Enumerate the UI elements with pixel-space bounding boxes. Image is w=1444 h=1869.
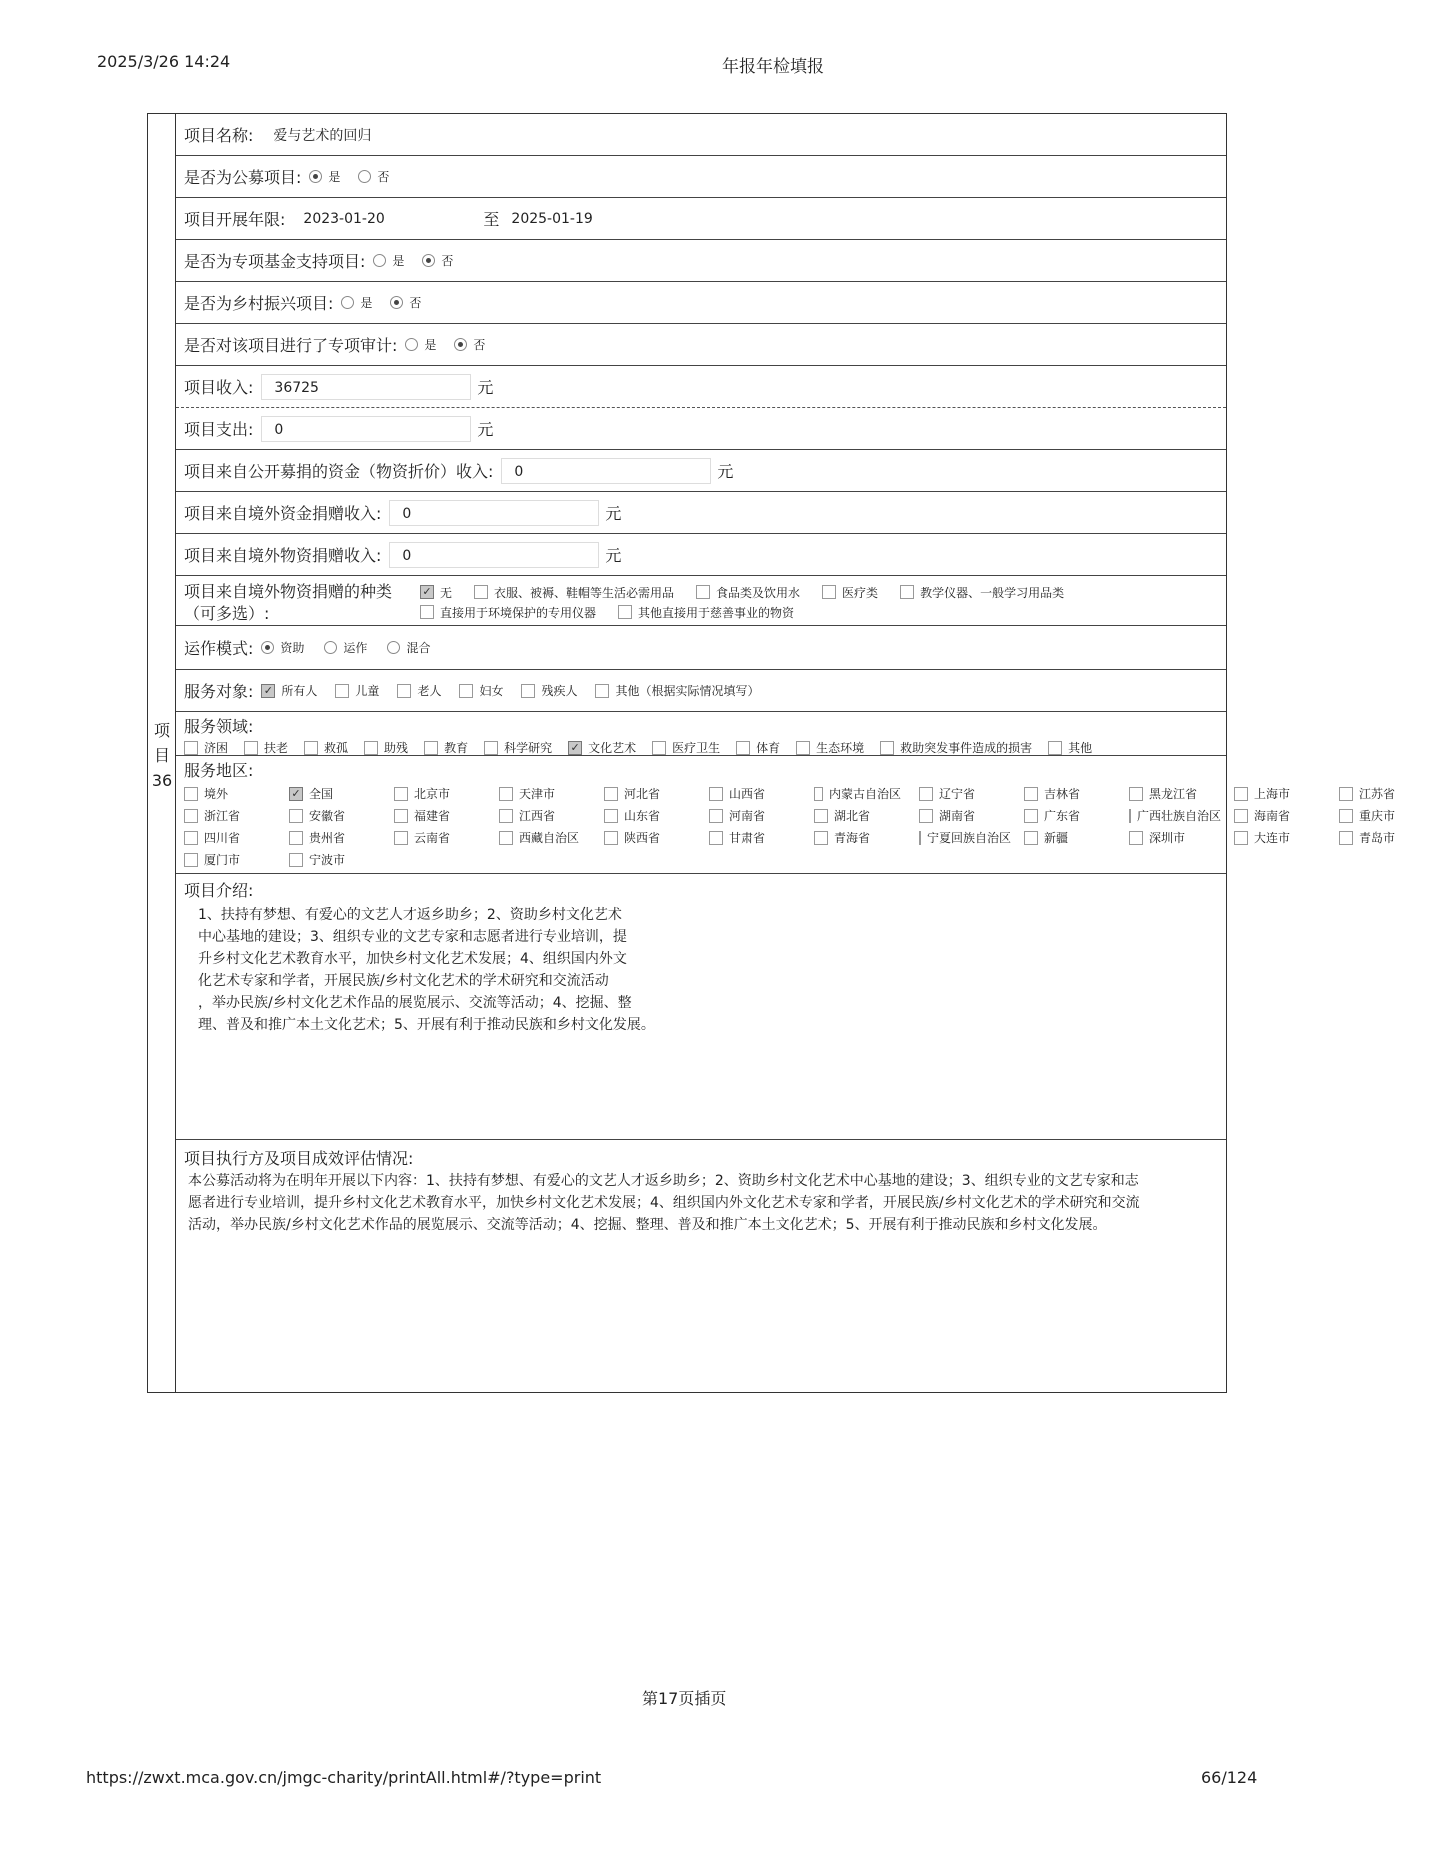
option-label: 重庆市 <box>1359 809 1396 823</box>
checkbox-empty-icon <box>814 787 823 801</box>
option-label: 其他 <box>1068 741 1093 755</box>
area-option[interactable] <box>1129 829 1216 846</box>
checkbox-empty-icon <box>1234 809 1248 823</box>
rural-no-radio[interactable]: 否 <box>390 294 421 311</box>
audit-row <box>176 324 1226 366</box>
option-label: 直接用于环境保护的专用仪器 <box>440 605 597 620</box>
fund-yes-radio[interactable]: 是 <box>373 252 404 269</box>
option-label: 深圳市 <box>1149 831 1186 845</box>
area-option[interactable] <box>709 829 796 846</box>
checkbox-empty-icon <box>1024 809 1038 823</box>
checkbox-empty-icon <box>1048 741 1062 755</box>
option-label: 残疾人 <box>541 684 578 698</box>
checkbox-empty-icon <box>696 585 710 599</box>
area-option[interactable] <box>289 807 376 824</box>
checkbox-empty-icon <box>709 787 723 801</box>
option-label: 河南省 <box>729 809 766 823</box>
option-label: 助残 <box>384 741 409 755</box>
overseas-goods-row <box>176 534 1226 576</box>
option-label: 扶老 <box>264 741 289 755</box>
option-label: 儿童 <box>355 684 380 698</box>
field-option[interactable] <box>304 739 348 756</box>
option-label: 安徽省 <box>309 809 346 823</box>
area-option[interactable] <box>394 829 481 846</box>
checkbox-empty-icon <box>499 809 513 823</box>
area-option[interactable] <box>289 829 376 846</box>
checkbox-empty-icon <box>1339 831 1353 845</box>
checkbox-empty-icon <box>652 741 666 755</box>
income-unit: 元 <box>477 378 494 397</box>
audit-label: 是否对该项目进行了专项审计: <box>184 336 398 355</box>
checkbox-empty-icon <box>1024 831 1038 845</box>
side-label-char: 项 <box>153 721 170 740</box>
checkbox-empty-icon <box>604 831 618 845</box>
area-option[interactable] <box>709 807 796 824</box>
expense-label: 项目支出: <box>184 420 254 439</box>
target-row <box>176 670 1226 712</box>
option-label: 吉林省 <box>1044 787 1081 801</box>
field-option[interactable] <box>796 739 864 756</box>
checkbox-empty-icon <box>595 684 609 698</box>
checkbox-empty-icon <box>1339 787 1353 801</box>
option-label: 江苏省 <box>1359 787 1396 801</box>
field-option[interactable] <box>880 739 1032 756</box>
area-label: 服务地区: <box>184 761 254 780</box>
checkbox-empty-icon <box>814 809 828 823</box>
print-date: 2025/3/26 14:24 <box>97 52 231 71</box>
checkbox-empty-icon <box>618 605 632 619</box>
period-to: 至 <box>483 210 500 229</box>
radio-empty-icon <box>324 641 337 654</box>
period-label: 项目开展年限: <box>184 210 286 229</box>
option-label: 科学研究 <box>504 741 553 755</box>
area-option[interactable] <box>1234 785 1321 802</box>
footer-page-number: 66/124 <box>1201 1768 1258 1787</box>
area-option[interactable] <box>814 807 901 824</box>
checkbox-empty-icon <box>459 684 473 698</box>
checkbox-empty-icon <box>1129 787 1143 801</box>
checkbox-empty-icon <box>1129 809 1131 823</box>
checkbox-empty-icon <box>521 684 535 698</box>
option-label: 甘肃省 <box>729 831 766 845</box>
checkbox-empty-icon <box>184 787 198 801</box>
checkbox-checked-icon: ✓ <box>289 787 303 801</box>
option-label: 广西壮族自治区 <box>1137 809 1222 823</box>
checkbox-empty-icon <box>420 605 434 619</box>
goods-kind-option[interactable] <box>822 582 878 602</box>
checkbox-empty-icon <box>474 585 488 599</box>
option-label: 衣服、被褥、鞋帽等生活必需用品 <box>494 585 675 600</box>
checkbox-empty-icon <box>1129 831 1143 845</box>
goods-kind-label-block <box>184 576 420 625</box>
option-label: 境外 <box>204 787 229 801</box>
option-label: 混合 <box>406 641 431 655</box>
mode-label: 运作模式: <box>184 639 254 658</box>
public-income-row <box>176 450 1226 492</box>
checkbox-empty-icon <box>424 741 438 755</box>
checkbox-empty-icon <box>335 684 349 698</box>
option-label: 北京市 <box>414 787 451 801</box>
insert-page-label: 第17页插页 <box>642 1689 727 1708</box>
target-option[interactable] <box>459 682 503 699</box>
radio-checked-icon <box>390 296 403 309</box>
period-row <box>176 198 1226 240</box>
income-row <box>176 366 1226 408</box>
option-label: 贵州省 <box>309 831 346 845</box>
area-row <box>176 756 1396 874</box>
option-label: 妇女 <box>479 684 504 698</box>
project-name-value: 爱与艺术的回归 <box>273 127 372 144</box>
checkbox-empty-icon <box>1339 809 1353 823</box>
target-label: 服务对象: <box>184 682 254 701</box>
option-label: 四川省 <box>204 831 241 845</box>
area-row-line <box>184 851 394 868</box>
checkbox-empty-icon <box>184 831 198 845</box>
checkbox-empty-icon <box>364 741 378 755</box>
option-label: 运作 <box>343 641 368 655</box>
rural-row <box>176 282 1226 324</box>
checkbox-empty-icon <box>394 831 408 845</box>
public-income-unit: 元 <box>717 462 734 481</box>
option-label: 山西省 <box>729 787 766 801</box>
area-option[interactable] <box>919 829 1012 846</box>
checkbox-checked-icon: ✓ <box>420 585 434 599</box>
area-option[interactable] <box>184 807 271 824</box>
checkbox-checked-icon: ✓ <box>261 684 275 698</box>
area-option[interactable] <box>1129 785 1216 802</box>
option-label: 厦门市 <box>204 853 241 867</box>
checkbox-empty-icon <box>814 831 828 845</box>
field-option[interactable] <box>424 739 468 756</box>
field-label: 服务领域: <box>184 717 254 736</box>
expense-field[interactable]: 0 <box>261 416 471 442</box>
radio-checked-icon <box>261 641 274 654</box>
area-option[interactable] <box>394 807 481 824</box>
option-label: 大连市 <box>1254 831 1291 845</box>
goods-kind-option[interactable] <box>900 582 1064 602</box>
side-label <box>148 114 176 1392</box>
checkbox-empty-icon <box>397 684 411 698</box>
checkbox-empty-icon <box>394 787 408 801</box>
area-option[interactable] <box>394 785 481 802</box>
checkbox-empty-icon <box>304 741 318 755</box>
field-option[interactable] <box>364 739 408 756</box>
expense-row <box>176 408 1226 450</box>
area-row-line <box>184 829 1444 846</box>
start-date: 2023-01-20 <box>303 210 385 227</box>
area-option[interactable] <box>814 829 901 846</box>
area-row-line <box>184 807 1444 824</box>
mode-option[interactable] <box>324 639 367 656</box>
checkbox-empty-icon <box>604 809 618 823</box>
area-option[interactable] <box>184 785 271 802</box>
field-option[interactable] <box>484 739 552 756</box>
option-label: 海南省 <box>1254 809 1291 823</box>
overseas-cash-label: 项目来自境外资金捐赠收入: <box>184 504 382 523</box>
option-label: 山东省 <box>624 809 661 823</box>
target-option[interactable] <box>397 682 441 699</box>
radio-checked-icon <box>309 170 322 183</box>
option-label: 教育 <box>444 741 469 755</box>
exec-label: 项目执行方及项目成效评估情况: <box>184 1149 414 1168</box>
income-label: 项目收入: <box>184 378 254 397</box>
option-label: 青岛市 <box>1359 831 1396 845</box>
audit-yes-radio[interactable]: 是 <box>405 336 436 353</box>
checkbox-empty-icon <box>484 741 498 755</box>
area-option[interactable] <box>1339 807 1426 824</box>
checkbox-empty-icon <box>289 853 303 867</box>
special-fund-row <box>176 240 1226 282</box>
option-label: 河北省 <box>624 787 661 801</box>
audit-no-radio[interactable]: 否 <box>454 336 485 353</box>
overseas-goods-label: 项目来自境外物资捐赠收入: <box>184 546 382 565</box>
income-field[interactable]: 36725 <box>261 374 471 400</box>
radio-checked-icon <box>422 254 435 267</box>
goods-kind-option[interactable] <box>420 602 596 622</box>
page-title: 年报年检填报 <box>722 57 824 77</box>
checkbox-empty-icon <box>244 741 258 755</box>
option-label: 全国 <box>309 787 334 801</box>
target-option[interactable] <box>521 682 577 699</box>
option-label: 医疗类 <box>842 585 879 600</box>
option-label: 福建省 <box>414 809 451 823</box>
option-label: 内蒙古自治区 <box>828 787 901 801</box>
overseas-cash-unit: 元 <box>605 504 622 523</box>
side-label-text <box>150 718 174 793</box>
area-option[interactable] <box>1234 829 1321 846</box>
public-fundraising-label: 是否为公募项目: <box>184 168 302 187</box>
option-label: 辽宁省 <box>939 787 976 801</box>
overseas-cash-field[interactable]: 0 <box>389 500 599 526</box>
radio-empty-icon <box>373 254 386 267</box>
checkbox-empty-icon <box>709 809 723 823</box>
public-income-label: 项目来自公开募捐的资金（物资折价）收入: <box>184 462 494 481</box>
target-option[interactable] <box>261 682 317 699</box>
option-label: 青海省 <box>834 831 871 845</box>
goods-kind-label2: （可多选）: <box>184 604 270 623</box>
option-label: 陕西省 <box>624 831 661 845</box>
option-label: 文化艺术 <box>588 741 637 755</box>
checkbox-empty-icon <box>499 831 513 845</box>
area-option[interactable] <box>499 807 586 824</box>
checkbox-empty-icon <box>736 741 750 755</box>
option-label: 西藏自治区 <box>519 831 580 845</box>
area-option[interactable] <box>1024 785 1111 802</box>
area-option[interactable] <box>604 785 691 802</box>
option-label: 其他直接用于慈善事业的物资 <box>638 605 795 620</box>
rural-yes-radio[interactable]: 是 <box>341 294 372 311</box>
mode-row <box>176 626 1226 670</box>
radio-empty-icon <box>358 170 371 183</box>
checkbox-empty-icon <box>604 787 618 801</box>
area-option[interactable] <box>289 785 376 802</box>
public-fundraising-row <box>176 156 1226 198</box>
checkbox-empty-icon <box>1234 787 1248 801</box>
area-option[interactable] <box>1234 807 1321 824</box>
area-option[interactable] <box>1024 829 1111 846</box>
goods-kind-option[interactable] <box>696 582 800 602</box>
checkbox-empty-icon <box>394 809 408 823</box>
field-option[interactable] <box>652 739 720 756</box>
goods-kind-label: 项目来自境外物资捐赠的种类 <box>184 582 393 601</box>
goods-kind-option[interactable] <box>618 602 794 622</box>
option-label: 湖北省 <box>834 809 871 823</box>
goods-kind-row <box>176 576 1226 626</box>
option-label: 云南省 <box>414 831 451 845</box>
checkbox-empty-icon <box>1234 831 1248 845</box>
fund-no-radio[interactable]: 否 <box>422 252 453 269</box>
option-label: 广东省 <box>1044 809 1081 823</box>
option-label: 天津市 <box>519 787 556 801</box>
option-label: 体育 <box>756 741 781 755</box>
area-option[interactable] <box>499 785 586 802</box>
target-option[interactable] <box>595 682 759 699</box>
overseas-cash-row <box>176 492 1226 534</box>
end-date: 2025-01-19 <box>511 210 593 227</box>
field-option[interactable] <box>736 739 780 756</box>
option-label: 救孤 <box>324 741 349 755</box>
field-option[interactable] <box>184 739 228 756</box>
area-option[interactable] <box>814 785 901 802</box>
mode-option[interactable] <box>261 639 304 656</box>
radio-empty-icon <box>387 641 400 654</box>
option-label: 其他（根据实际情况填写） <box>615 684 760 698</box>
option-label: 资助 <box>280 641 305 655</box>
checkbox-empty-icon <box>880 741 894 755</box>
goods-kind-option[interactable] <box>474 582 674 602</box>
area-option[interactable] <box>604 807 691 824</box>
option-label: 上海市 <box>1254 787 1291 801</box>
intro-label: 项目介绍: <box>184 881 254 900</box>
area-option[interactable] <box>919 807 1006 824</box>
option-label: 黑龙江省 <box>1149 787 1198 801</box>
checkbox-empty-icon <box>184 809 198 823</box>
expense-unit: 元 <box>477 420 494 439</box>
radio-checked-icon <box>454 338 467 351</box>
checkbox-empty-icon <box>289 809 303 823</box>
checkbox-empty-icon <box>822 585 836 599</box>
option-label: 浙江省 <box>204 809 241 823</box>
radio-empty-icon <box>405 338 418 351</box>
checkbox-checked-icon: ✓ <box>568 741 582 755</box>
option-label: 医疗卫生 <box>672 741 721 755</box>
checkbox-empty-icon <box>900 585 914 599</box>
field-option[interactable] <box>244 739 288 756</box>
checkbox-empty-icon <box>1024 787 1038 801</box>
intro-text[interactable]: 1、扶持有梦想、有爱心的文艺人才返乡助乡；2、资助乡村文化艺术 中心基地的建设；3、组织专业的文艺专家和志愿者进行专业培训，提 升乡村文化艺术教育水平，加快乡村文化艺术发展；4、组织国内外文 化艺术专家和学者，开展民族/乡村文化艺术的学术研究和交流活动 ，举办民族/乡村文化艺术作品的展览展示、交流等活动；4、挖掘、整 理、普及和推广本土文化艺术；5、开展有利于推动民族和乡村文化发展。 <box>198 907 655 1033</box>
field-row <box>176 712 1226 756</box>
area-option[interactable] <box>709 785 796 802</box>
area-option[interactable] <box>184 829 271 846</box>
checkbox-empty-icon <box>499 787 513 801</box>
option-label: 宁夏回族自治区 <box>927 831 1012 845</box>
project-name-label: 项目名称: <box>184 126 254 145</box>
area-option[interactable] <box>184 851 271 868</box>
option-label: 所有人 <box>281 684 318 698</box>
intro-row <box>176 874 1226 1140</box>
option-label: 教学仪器、一般学习用品类 <box>920 585 1065 600</box>
area-option[interactable] <box>1339 829 1426 846</box>
public-yes-radio[interactable]: 是 <box>309 168 340 185</box>
footer-url: https://zwxt.mca.gov.cn/jmgc-charity/printAll.html#/?type=print <box>86 1768 602 1787</box>
option-label: 无 <box>440 585 453 600</box>
special-fund-label: 是否为专项基金支持项目: <box>184 252 366 271</box>
area-option[interactable] <box>1339 785 1426 802</box>
area-row-line <box>184 785 1444 802</box>
checkbox-empty-icon <box>919 787 933 801</box>
checkbox-empty-icon <box>289 831 303 845</box>
checkbox-empty-icon <box>184 741 198 755</box>
mode-option[interactable] <box>387 639 430 656</box>
overseas-goods-field[interactable]: 0 <box>389 542 599 568</box>
project-name-row <box>176 114 1226 156</box>
exec-row <box>176 1140 1226 1392</box>
field-option[interactable] <box>1048 739 1092 756</box>
option-label: 食品类及饮用水 <box>716 585 801 600</box>
radio-empty-icon <box>341 296 354 309</box>
area-option[interactable] <box>919 785 1006 802</box>
option-label: 新疆 <box>1044 831 1069 845</box>
option-label: 湖南省 <box>939 809 976 823</box>
checkbox-empty-icon <box>919 809 933 823</box>
option-label: 济困 <box>204 741 229 755</box>
exec-text[interactable]: 本公募活动将为在明年开展以下内容：1、扶持有梦想、有爱心的文艺人才返乡助乡；2、资助乡村文化艺术中心基地的建设；3、组织专业的文艺专家和志 愿者进行专业培训，提升乡村文化艺术教育水平，加快乡村文化艺术发展；4、组织国内外文化艺术专家和学者，开展民族/乡村文化艺术的学术研究和交流 活动，举办民族/乡村文化艺术作品的展览展示、交流等活动；4、挖掘、整理、普及和推广本土文化艺术；5、开展有利于推动民族和乡村文化发展。 <box>188 1173 1140 1233</box>
option-label: 老人 <box>417 684 442 698</box>
project-form <box>147 113 1396 1393</box>
checkbox-empty-icon <box>709 831 723 845</box>
checkbox-empty-icon <box>796 741 810 755</box>
target-option[interactable] <box>335 682 379 699</box>
area-option[interactable] <box>1129 807 1222 824</box>
goods-kind-options <box>420 576 1086 622</box>
rural-label: 是否为乡村振兴项目: <box>184 294 334 313</box>
side-label-char: 36 <box>151 771 173 790</box>
option-label: 宁波市 <box>309 853 346 867</box>
public-no-radio[interactable]: 否 <box>358 168 389 185</box>
option-label: 救助突发事件造成的损害 <box>900 741 1033 755</box>
goods-kind-option[interactable] <box>420 582 452 602</box>
area-option[interactable] <box>289 851 376 868</box>
checkbox-empty-icon <box>919 831 921 845</box>
option-label: 生态环境 <box>816 741 865 755</box>
area-option[interactable] <box>1024 807 1111 824</box>
overseas-goods-unit: 元 <box>605 546 622 565</box>
option-label: 江西省 <box>519 809 556 823</box>
area-option[interactable] <box>499 829 586 846</box>
public-income-field[interactable]: 0 <box>501 458 711 484</box>
checkbox-empty-icon <box>184 853 198 867</box>
area-option[interactable] <box>604 829 691 846</box>
side-label-char: 目 <box>153 746 170 765</box>
field-option[interactable] <box>568 739 636 756</box>
